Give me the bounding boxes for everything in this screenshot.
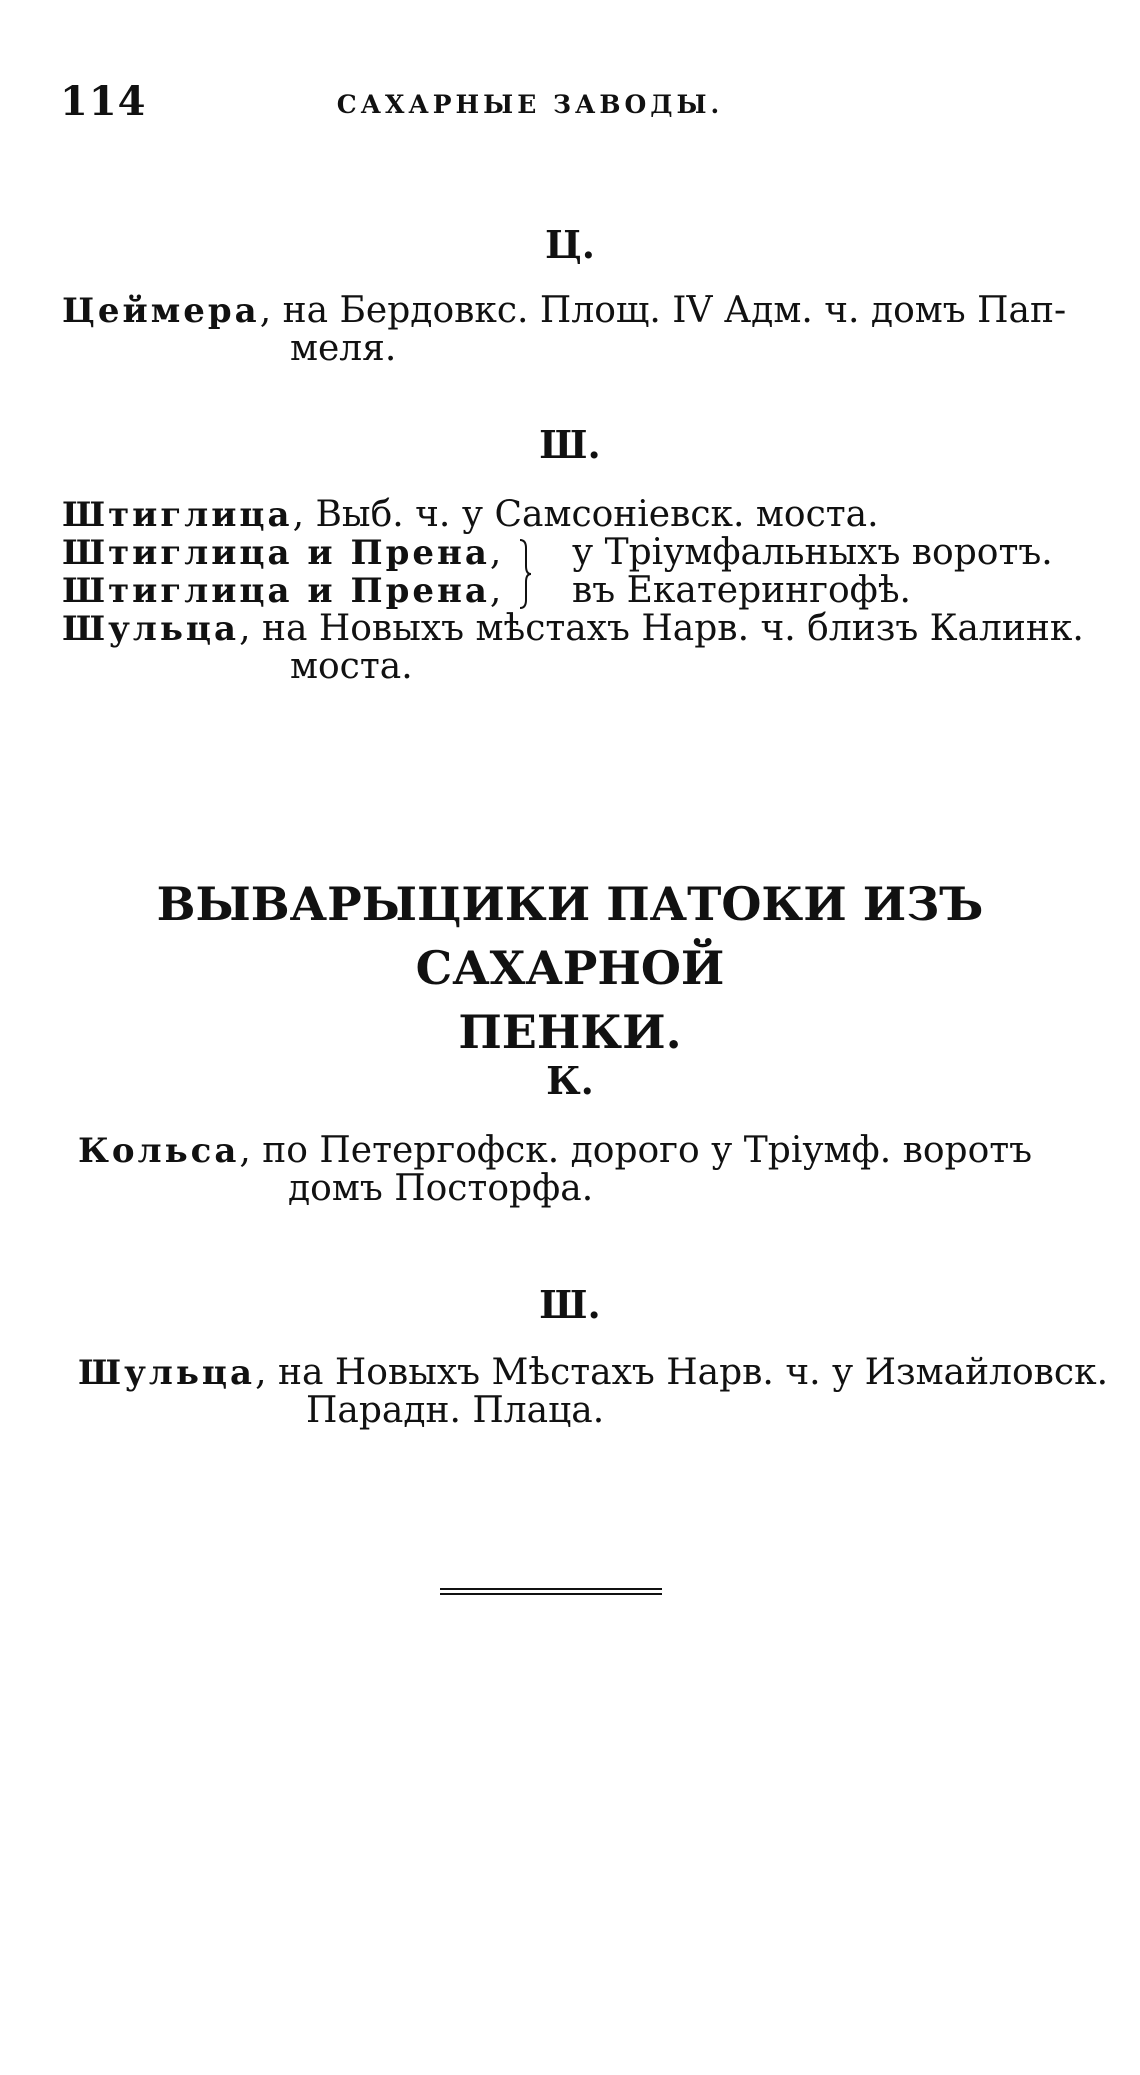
directory-entry [62,496,1082,534]
entry-continuation: меля. [290,328,397,369]
letter-heading-k: К. [546,1058,594,1103]
section-title-line: ПЕНКИ. [458,1005,682,1059]
entry-continuation: моста. [290,646,413,687]
entry-text: , на Бердовкс. Площ. IV Адм. ч. домъ Пап- [259,290,1067,331]
braced-entries [62,534,1082,610]
entry-name: Штиглица и Прена [62,533,490,573]
directory-entry [62,292,1082,368]
page-number: 114 [60,78,147,125]
entry-text: , по Петергофск. дорого у Тріумф. воротъ [239,1130,1033,1171]
letter-heading-sh: Ш. [539,422,601,467]
letter-heading-ts: Ц. [545,222,595,267]
entry-continuation: домъ Посторфа. [288,1168,594,1209]
braced-entry-row [62,534,1082,572]
curly-brace-icon [517,538,533,610]
section-title-line: ВЫВАРЫЦИКИ ПАТОКИ ИЗЪ САХАРНОЙ [156,877,984,995]
entry-continuation: Парадн. Плаца. [306,1390,605,1431]
entry-text: въ Екатерингофѣ. [572,570,911,611]
entry-suffix: , [489,570,502,611]
entry-text: , на Новыхъ мѣстахъ Нарв. ч. близъ Калинк. [239,608,1084,649]
entry-name: Шульца [78,1353,256,1393]
directory-entry [62,610,1082,686]
braced-entry-row [62,572,1082,610]
directory-entry [78,1132,1098,1208]
entry-name: Штиглица и Прена [62,571,490,611]
entry-text: у Тріумфальныхъ воротъ. [572,532,1053,573]
double-rule-divider [440,1588,662,1596]
entry-name: Цеймера [62,291,260,331]
running-head: САХАРНЫЕ ЗАВОДЫ. [336,90,724,119]
entry-name: Шульца [62,609,240,649]
entry-text: , Выб. ч. у Самсоніевск. моста. [292,494,879,535]
letter-heading-sh: Ш. [539,1282,601,1327]
entry-name: Кольса [78,1131,240,1171]
entry-name: Штиглица [62,495,293,535]
directory-entry [78,1352,1109,1431]
page-header [60,78,1080,128]
entry-suffix: , [489,532,502,573]
entry-text: , на Новыхъ Мѣстахъ Нарв. ч. у Измайловск. [255,1352,1109,1393]
section-title [0,872,1140,1064]
